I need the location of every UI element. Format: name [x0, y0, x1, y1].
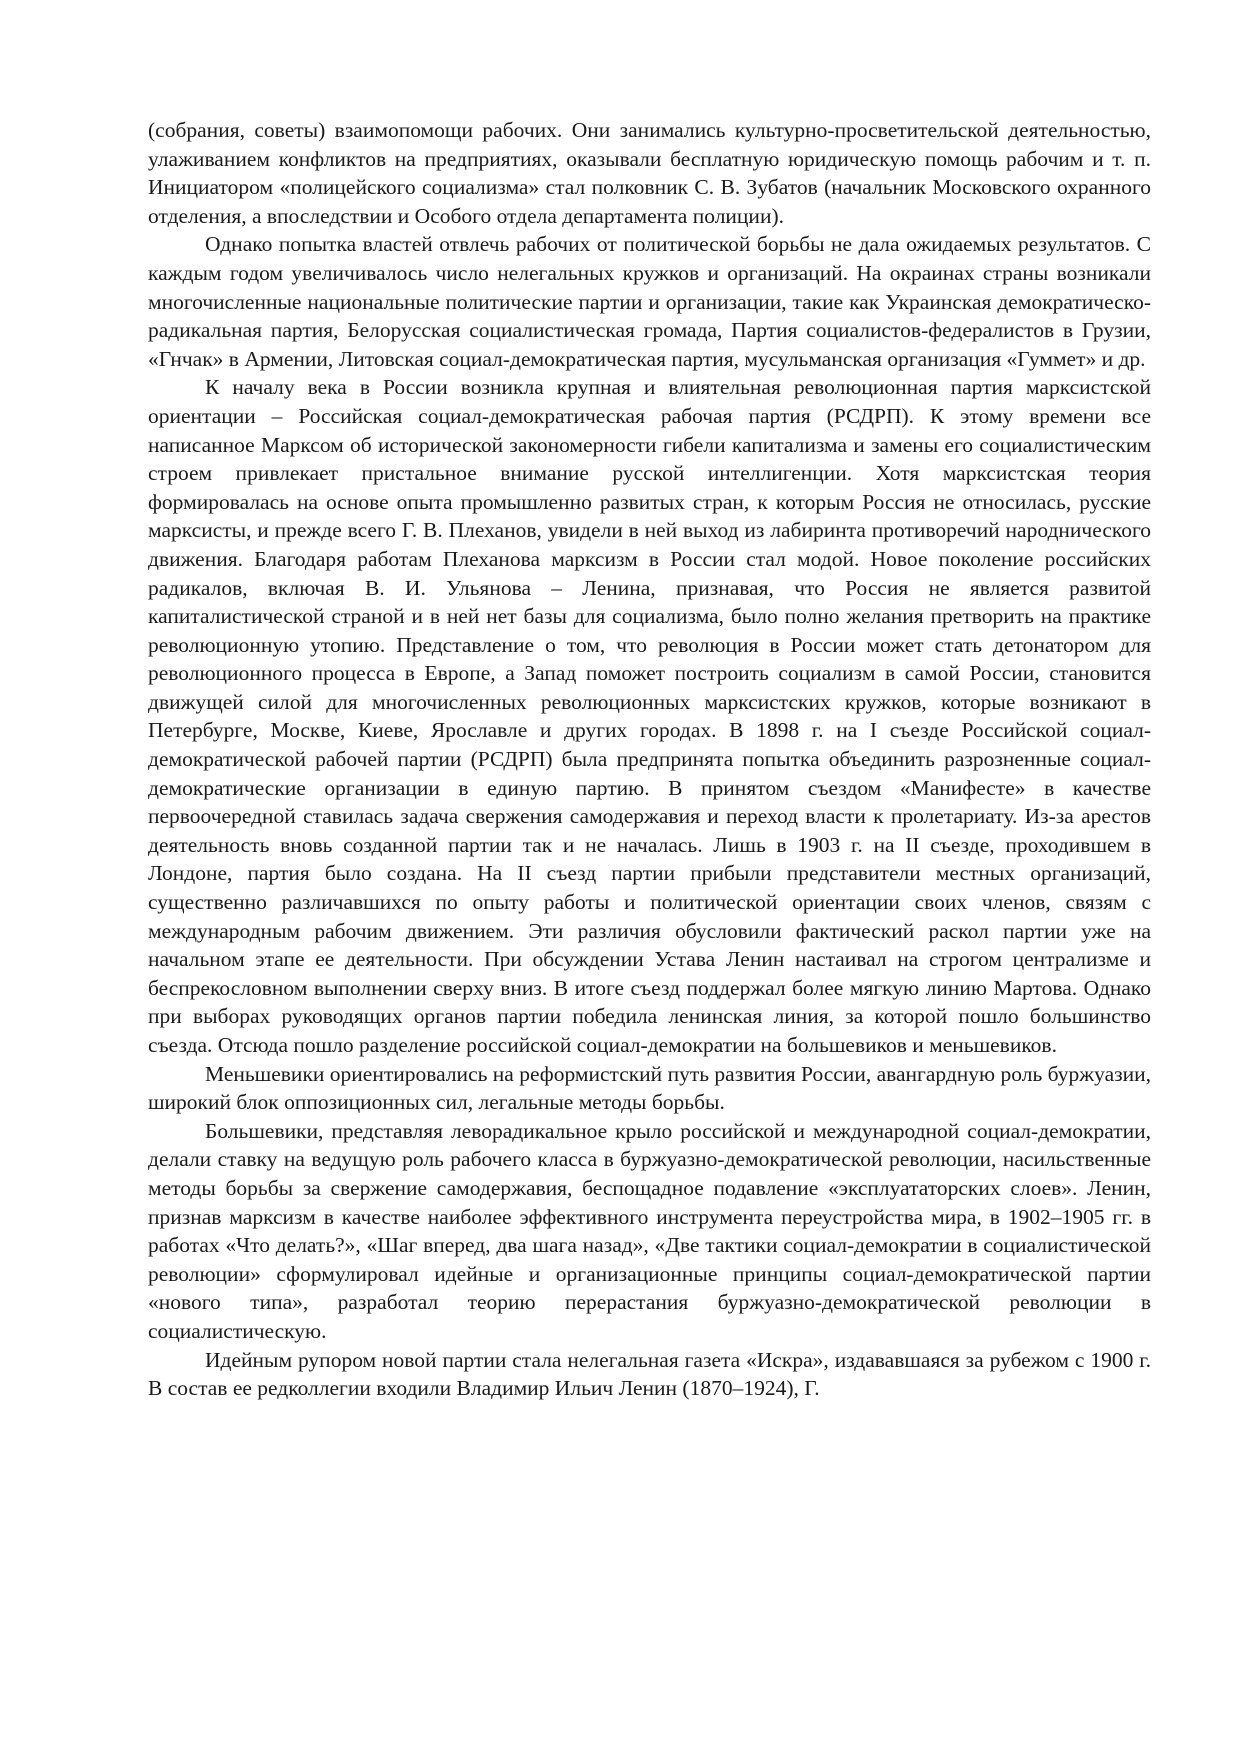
paragraph-5: Большевики, представляя леворадикальное крыло российской и международной социал-демократии, делали ставку на ведущую роль рабочего класса в буржуазно-демократической революции, насильственные методы борьбы за свержение самодержавия, беспощадное подавление «эксплуататорских слоев». Ленин, признав марксизм в качестве наиболее эффективного инструмента переустройства мира, в 1902–1905 гг. в работах «Что делать?», «Шаг вперед, два шага назад», «Две тактики социал-демократии в социалистической революции» сформулировал идейные и организационные принципы социал-демократической партии «нового типа», разработал теорию перерастания буржуазно-демократической революции в социалистическую. — [148, 1118, 1151, 1343]
paragraph-6: Идейным рупором новой партии стала нелегальная газета «Искра», издававшаяся за рубежом с 1900 г. В состав ее редколлегии входили Владимир Ильич Ленин (1870–1924), Г. — [148, 1347, 1151, 1401]
paragraph-3: К началу века в России возникла крупная и влиятельная революционная партия марксистской ориентации – Российская социал-демократическая рабочая партия (РСДРП). К этому времени все написанное Марксом об исторической закономерности гибели капитализма и замены его социалистическим строем привлекает пристальное внимание русской интеллигенции. Хотя марксистская теория формировалась на основе опыта промышленно развитых стран, к которым Россия не относилась, русские марксисты, и прежде всего Г. В. Плеханов, увидели в ней выход из лабиринта противоречий народнического движения. Благодаря работам Плеханова марксизм в России стал модой. Новое поколение российских радикалов, включая В. И. Ульянова – Ленина, признавая, что Россия не является развитой капиталистической страной и в ней нет базы для социализма, было полно желания претворить на практике революционную утопию. Представление о том, что революция в России может стать детонатором для революционного процесса в Европе, а Запад поможет построить социализм в самой России, становится движущей силой для многочисленных революционных марксистских кружков, которые возникают в Петербурге, Москве, Киеве, Ярославле и других городах. В 1898 г. на I съезде Российской социал-демократической рабочей партии (РСДРП) была предпринята попытка объединить разрозненные социал-демократические организации в единую партию. В принятом съездом «Манифесте» в качестве первоочередной ставилась задача свержения самодержавия и переход власти к пролетариату. Из-за арестов деятельность вновь созданной партии так и не началась. Лишь в 1903 г. на II съезде, проходившем в Лондоне, партия было создана. На II съезд партии прибыли представители местных организаций, существенно различавшихся по опыту работы и политической ориентации своих членов, связям с международным рабочим движением. Эти различия обусловили фактический раскол партии уже на начальном этапе ее деятельности. При обсуждении Устава Ленин настаивал на строгом централизме и беспрекословном выполнении сверху вниз. В итоге съезд поддержал более мягкую линию Мартова. Однако при выборах руководящих органов партии победила ленинская линия, за которой пошло большинство съезда. Отсюда пошло разделение российской социал-демократии на большевиков и меньшевиков. — [148, 375, 1151, 1057]
document-page — [148, 116, 1151, 1403]
paragraph-2: Однако попытка властей отвлечь рабочих от политической борьбы не дала ожидаемых результатов. С каждым годом увеличивалось число нелегальных кружков и организаций. На окраинах страны возникали многочисленные национальные политические партии и организации, такие как Украинская демократическо-радикальная партия, Белорусская социалистическая громада, Партия социалистов-федералистов в Грузии, «Гнчак» в Армении, Литовская социал-демократическая партия, мусульманская организация «Гуммет» и др. — [148, 232, 1151, 371]
paragraph-1: (собрания, советы) взаимопомощи рабочих. Они занимались культурно-просветительской деятельностью, улаживанием конфликтов на предприятиях, оказывали бесплатную юридическую помощь рабочим и т. п. Инициатором «полицейского социализма» стал полковник С. В. Зубатов (начальник Московского охранного отделения, а впоследствии и Особого отдела департамента полиции). — [148, 118, 1151, 228]
paragraph-4: Меньшевики ориентировались на реформистский путь развития России, авангардную роль буржуазии, широкий блок оппозиционных сил, легальные методы борьбы. — [148, 1061, 1151, 1115]
